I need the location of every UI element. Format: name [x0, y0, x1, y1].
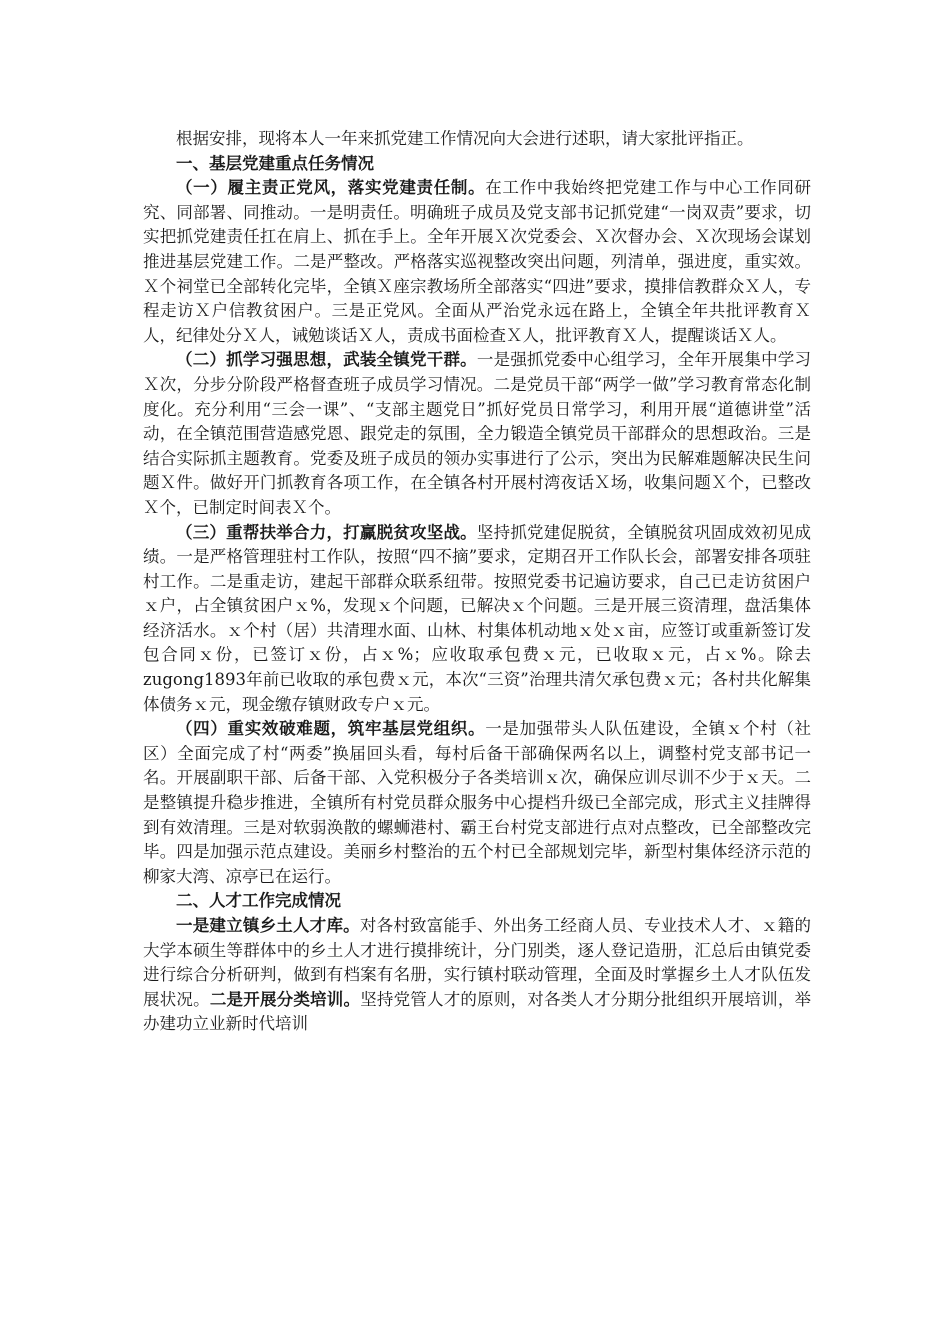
section-1-paragraph-4	[143, 717, 811, 889]
paragraph-body: 在工作中我始终把党建工作与中心工作同研究、同部署、同推动。一是明责任。明确班子成员及党支部书记抓党建“一岗双责”要求，切实把抓党建责任扛在肩上、抓在手上。全年开展Ｘ次党委会、Ｘ次督办会、Ｘ次现场会谋划推进基层党建工作。二是严整改。严格落实巡视整改突出问题，列清单，强进度，重实效。Ｘ个祠堂已全部转化完毕，全镇Ｘ座宗教场所全部落实“四进”要求，摸排信教群众Ｘ人，专程走访Ｘ户信教贫困户。三是正党风。全面从严治党永远在路上，全镇全年共批评教育Ｘ人，纪律处分Ｘ人，诫勉谈话Ｘ人，责成书面检查Ｘ人，批评教育Ｘ人，提醒谈话Ｘ人。	[143, 178, 812, 345]
document-body	[143, 127, 811, 1037]
section-2-paragraph-1	[143, 914, 811, 1037]
paragraph-lead: （一）履主责正党风，落实党建责任制。	[176, 178, 486, 198]
paragraph-lead: （四）重实效破难题，筑牢基层党组织。	[176, 719, 486, 739]
paragraph-body: 坚持抓党建促脱贫，全镇脱贫巩固成效初见成绩。一是严格管理驻村工作队，按照“四不摘”要求，定期召开工作队长会，部署安排各项驻村工作。二是重走访，建起干部群众联系纽带。按照党委书记遍访要求，自己已走访贫困户ｘ户，占全镇贫困户ｘ%，发现ｘ个问题，已解决ｘ个问题。三是开展三资清理，盘活集体经济活水。ｘ个村（居）共清理水面、山林、村集体机动地ｘ处ｘ亩，应签订或重新签订发包合同ｘ份，已签订ｘ份，占ｘ%；应收取承包费ｘ元，已收取ｘ元，占ｘ%。除去zugong1893年前已收取的承包费ｘ元，本次“三资”治理共清欠承包费ｘ元；各村共化解集体债务ｘ元，现金缴存镇财政专户ｘ元。	[143, 522, 812, 714]
paragraph-body: 对各村致富能手、外出务工经商人员、专业技术人才、ｘ籍的大学本硕生等群体中的乡土人才进行摸排统计，分门别类，逐人登记造册，汇总后由镇党委进行综合分析研判，做到有档案有名册，实行镇村联动管理，全面及时掌握乡土人才队伍发展状况。	[143, 916, 812, 1009]
paragraph-body: 坚持党管人才的原则，对各类人才分期分批组织开展培训，举办建功立业新时代培训	[143, 989, 812, 1034]
section-1-paragraph-2	[143, 348, 811, 520]
section-1-heading: 一、基层党建重点任务情况	[176, 153, 374, 173]
section-1-paragraph-1	[143, 176, 811, 348]
paragraph-body: 一是强抓党委中心组学习，全年开展集中学习Ｘ次，分步分阶段严格督查班子成员学习情况。二是党员干部“两学一做”学习教育常态化制度化。充分利用“三会一课”、“支部主题党日”抓好党员日常学习，利用开展“道德讲堂”活动，在全镇范围营造感党恩、跟党走的氛围，全力锻造全镇党员干部群众的思想政治。三是结合实际抓主题教育。党委及班子成员的领办实事进行了公示，突出为民解难题解决民生问题Ｘ件。做好开门抓教育各项工作，在全镇各村开展村湾夜话Ｘ场，收集问题Ｘ个，已整改Ｘ个，已制定时间表Ｘ个。	[143, 350, 812, 517]
paragraph-lead: 一是建立镇乡土人才库。	[176, 916, 360, 935]
paragraph-body: 一是加强带头人队伍建设，全镇ｘ个村（社区）全面完成了村“两委”换届回头看，每村后备干部确保两名以上，调整村党支部书记一名。开展副职干部、后备干部、入党积极分子各类培训ｘ次，确保应训尽训不少于ｘ天。二是整镇提升稳步推进，全镇所有村党员群众服务中心提档升级已全部完成，形式主义挂牌得到有效清理。三是对软弱涣散的螺蛳港村、霸王台村党支部进行点对点整改，已全部整改完毕。四是加强示范点建设。美丽乡村整治的五个村已全部规划完毕，新型村集体经济示范的柳家大湾、凉亭已在运行。	[143, 719, 812, 886]
section-1-paragraph-3	[143, 521, 811, 718]
paragraph-lead: 二是开展分类培训。	[209, 989, 361, 1009]
paragraph-lead: （二）抓学习强思想，武装全镇党干群。	[176, 350, 477, 370]
section-2-heading: 二、人才工作完成情况	[176, 891, 341, 911]
intro-paragraph: 根据安排，现将本人一年来抓党建工作情况向大会进行述职，请大家批评指正。	[176, 129, 754, 148]
paragraph-lead: （三）重帮扶举合力，打赢脱贫攻坚战。	[176, 522, 477, 542]
